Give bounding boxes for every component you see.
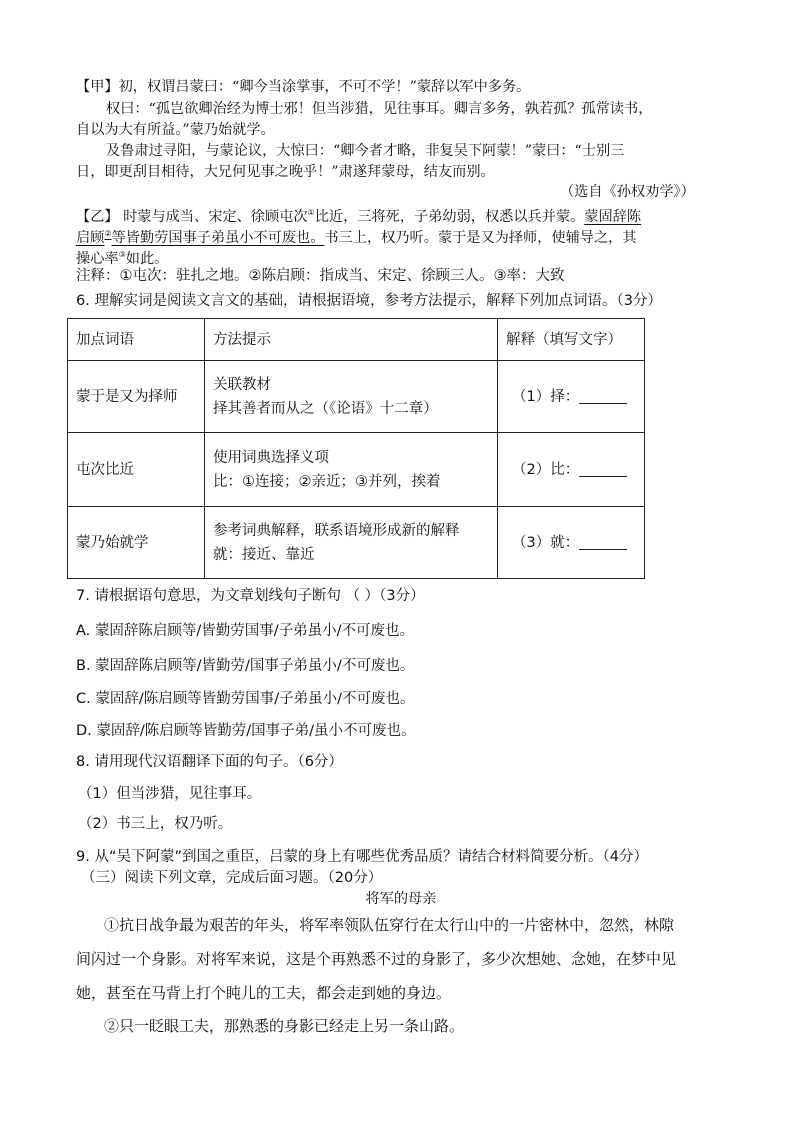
notes: 注释：①屯次：驻扎之地。②陈启顾：指成当、宋定、徐顾三人。③率：大致 (76, 268, 565, 284)
answer-label: （1）择： (512, 388, 580, 405)
answer-cell[interactable] (498, 361, 645, 433)
hint-cell (205, 433, 498, 507)
answer-cell[interactable] (498, 507, 645, 579)
hint-cell (205, 361, 498, 433)
hint-line: 比：①连接；②亲近；③并列，挨着 (213, 473, 441, 490)
note-mark-2: ② (104, 229, 112, 238)
jia-line-5: 日，即更刮目相待，大兄何见事之晚乎！”肃遂拜蒙母，结友而别。 (76, 164, 495, 180)
hint-cell (205, 507, 498, 579)
q6-title: 6. 理解实词是阅读文言文的基础，请根据语境，参考方法提示，解释下列加点词语。（3分） (76, 293, 662, 309)
hint-line: 参考词典解释，联系语境形成新的解释 (213, 522, 460, 539)
yi-text: 【乙】 时蒙与成当、宋定、徐顾屯次 (76, 209, 308, 225)
q6-table (67, 318, 645, 579)
answer-label: （3）就： (512, 534, 580, 551)
yi-text: 比近，三将死，子弟幼弱，权悉以兵并蒙。 (314, 209, 585, 225)
q7-option-b: B. 蒙固辞陈启顾等/皆勤劳/国事子弟虽小/不可废也。 (76, 658, 415, 674)
hint-line: 就：接近、靠近 (213, 546, 315, 563)
underlined-sentence: 等皆勤劳国事子弟虽小不可废也。 (111, 230, 325, 246)
yi-text: 如此。 (125, 251, 169, 267)
answer-label: （2）比： (512, 461, 580, 478)
table-header-row (68, 319, 645, 361)
table-header: 方法提示 (205, 319, 498, 361)
table-row (68, 507, 645, 579)
answer-blank[interactable] (579, 387, 627, 404)
article-p2: ②只一眨眼工夫，那熟悉的身影已经走上另一条山路。 (104, 1017, 465, 1035)
hint-line: 使用词典选择义项 (213, 449, 329, 466)
hint-line: 择其善者而从之（《论语》十二章） (213, 400, 438, 417)
article-p1-line-3: 她，甚至在马背上打个盹儿的工夫，都会走到她的身边。 (76, 984, 452, 1002)
q8-sentence-1: （1）但当涉猎，见往事耳。 (78, 786, 262, 802)
table-header: 解释（填写文字） (498, 319, 645, 361)
answer-blank[interactable] (579, 460, 627, 477)
q9-title: 9. 从“吴下阿蒙”到国之重臣，吕蒙的身上有哪些优秀品质？请结合材料简要分析。（4分） (76, 849, 648, 865)
jia-line-4: 及鲁肃过寻阳，与蒙论议，大惊曰：“卿今者才略，非复吴下阿蒙！”蒙曰：“士别三 (106, 143, 625, 159)
word-cell: 蒙乃始就学 (68, 507, 205, 579)
underlined-sentence: 蒙固辞陈 (584, 209, 642, 225)
article-title: 将军的母亲 (365, 891, 437, 907)
q7-option-c: C. 蒙固辞/陈启顾等皆勤劳国事/子弟虽小/不可废也。 (76, 691, 415, 707)
q7-option-a: A. 蒙固辞陈启顾等/皆勤劳国事/子弟虽小/不可废也。 (76, 623, 415, 639)
note-mark-1: ① (307, 208, 315, 217)
yi-text: 操心率 (76, 251, 119, 267)
table-row (68, 361, 645, 433)
jia-source: （选自《孙权劝学》） (560, 184, 695, 200)
word-cell: 屯次比近 (68, 433, 205, 507)
hint-line: 关联教材 (213, 376, 271, 393)
yi-text: 书三上，权乃听。蒙于是又为择师，使辅导之，其 (324, 230, 637, 246)
q7-option-d: D. 蒙固辞/陈启顾等皆勤劳/国事子弟/虽小不可废也。 (76, 723, 416, 739)
q8-title: 8. 请用现代汉语翻译下面的句子。（6分） (76, 754, 343, 770)
section3-heading: （三）阅读下列文章，完成后面习题。（20分） (81, 870, 383, 886)
jia-line-3: 自以为大有所益。”蒙乃始就学。 (76, 122, 275, 138)
q7-title: 7. 请根据语句意思，为文章划线句子断句 （ ）（3分） (76, 588, 425, 604)
answer-blank[interactable] (579, 533, 627, 550)
table-header: 加点词语 (68, 319, 205, 361)
note-mark-3: ③ (118, 250, 126, 259)
jia-line-1: 【甲】初，权谓吕蒙曰：“卿今当涂掌事，不可不学！”蒙辞以军中多务。 (76, 79, 531, 95)
underlined-sentence: 启顾 (76, 230, 105, 246)
word-cell: 蒙于是又为择师 (68, 361, 205, 433)
answer-cell[interactable] (498, 433, 645, 507)
q8-sentence-2: （2）书三上，权乃听。 (78, 816, 233, 832)
article-p1-line-1: ①抗日战争最为艰苦的年头，将军率领队伍穿行在太行山中的一片密林中，忽然，林隙 (104, 916, 675, 934)
table-row (68, 433, 645, 507)
article-p1-line-2: 间闪过一个身影。对将军来说，这是个再熟悉不过的身影了，多少次想她、念她，在梦中见 (76, 950, 677, 968)
jia-line-2: 权曰：“孤岂欲卿治经为博士邪！但当涉猎，见往事耳。卿言多务，孰若孤？孤常读书， (106, 101, 653, 117)
